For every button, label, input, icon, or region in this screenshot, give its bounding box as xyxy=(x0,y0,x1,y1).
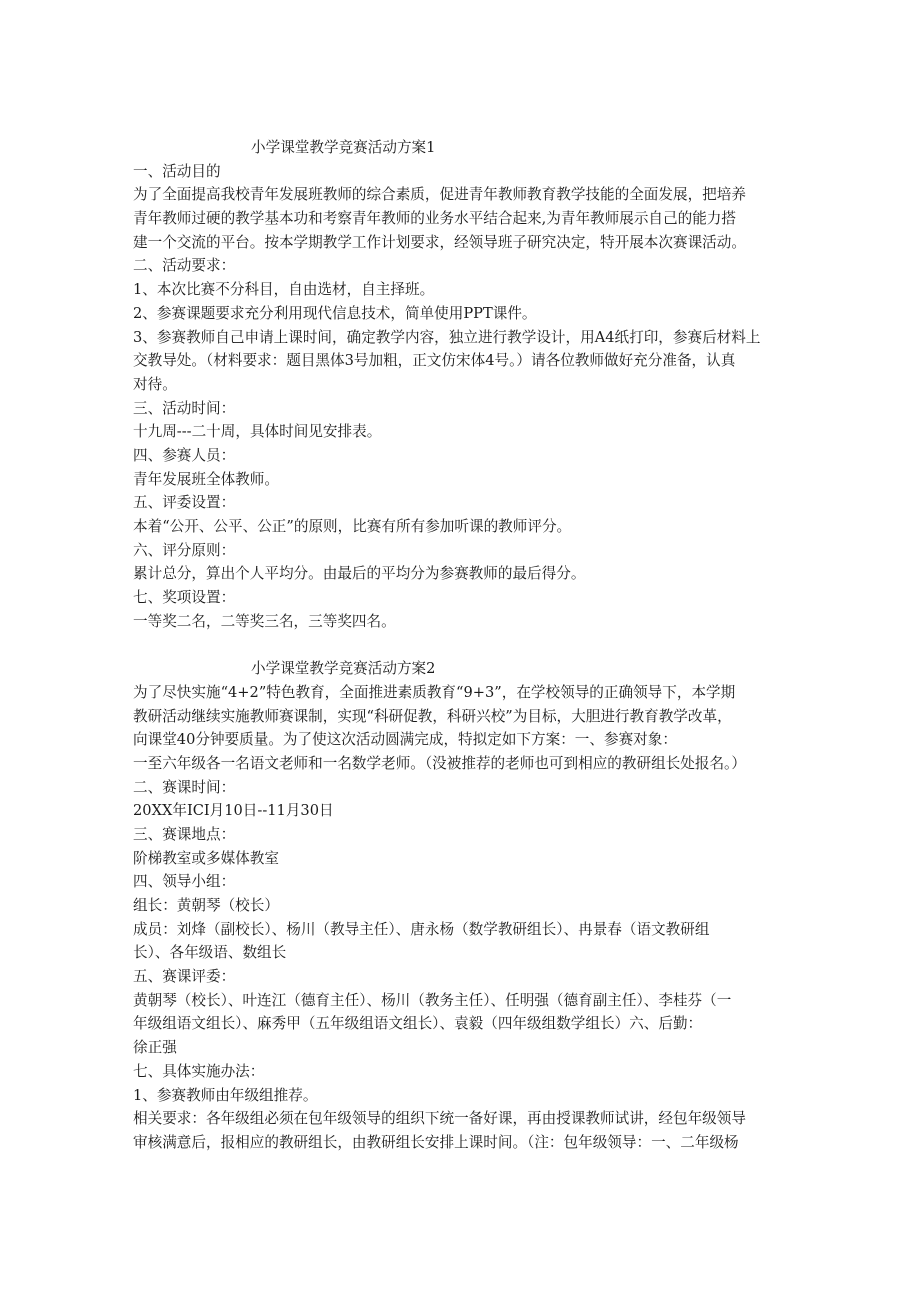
text-line: 七、奖项设置： xyxy=(133,589,236,607)
text-line: 长）、各年级语、数组长 xyxy=(133,944,287,962)
plan1-body xyxy=(133,160,795,634)
text-line: 四、领导小组： xyxy=(133,873,236,891)
text-line: 向课堂40分钟要质量。为了使这次活动圆满完成，特拟定如下方案：一、参赛对象： xyxy=(133,731,677,749)
text-line: 20XX年ICI月10日--11月30日 xyxy=(133,802,334,820)
text-line: 为了全面提高我校青年发展班教师的综合素质，促进青年教师教育教学技能的全面发展，把培养 xyxy=(133,186,746,204)
text-line: 三、赛课地点： xyxy=(133,825,236,843)
text-line: 年级组语文组长）、麻秀甲（五年级组语文组长）、袁毅（四年级组数学组长）六、后勤： xyxy=(133,1015,703,1033)
text-line: 为了尽快实施“4+2”特色教育，全面推进素质教育“9+3”，在学校领导的正确领导下，本学期 xyxy=(133,683,736,701)
text-line: 黄朝琴（校长）、叶连江（德育主任）、杨川（教务主任）、任明强（德育副主任）、李桂芬（一 xyxy=(133,991,732,1009)
text-line: 审核满意后，报相应的教研组长，由教研组长安排上课时间。（注：包年级领导：一、二年级杨 xyxy=(133,1133,739,1151)
text-line: 2、参赛课题要求充分利用现代信息技术，简单使用PPT课件。 xyxy=(133,304,537,322)
text-line: 二、活动要求： xyxy=(133,257,236,275)
text-line: 教研活动继续实施教师赛课制，实现“科研促教，科研兴校”为目标，大胆进行教育教学改革， xyxy=(133,707,732,725)
text-line: 五、评委设置： xyxy=(133,494,236,512)
text-line: 五、赛课评委： xyxy=(133,968,236,986)
plan2-title: 小学课堂教学竞赛活动方案2 xyxy=(251,660,436,678)
text-line: 六、评分原则： xyxy=(133,541,236,559)
text-line: 四、参赛人员： xyxy=(133,446,236,464)
text-line: 十九周---二十周，具体时间见安排表。 xyxy=(133,423,382,441)
text-line: 三、活动时间： xyxy=(133,399,236,417)
text-line: 一至六年级各一名语文老师和一名数学老师。（没被推荐的老师也可到相应的教研组长处报名。） xyxy=(133,754,746,772)
text-line: 一、活动目的 xyxy=(133,162,221,180)
text-line: 1、本次比赛不分科目，自由选材，自主择班。 xyxy=(133,281,435,299)
plan1-title: 小学课堂教学竞赛活动方案1 xyxy=(251,139,436,156)
text-line: 累计总分，算出个人平均分。由最后的平均分为参赛教师的最后得分。 xyxy=(133,565,586,583)
text-line: 相关要求：各年级组必须在包年级领导的组织下统一备好课，再由授课教师试讲，经包年级领导 xyxy=(133,1110,746,1128)
text-line: 对待。 xyxy=(133,375,177,393)
text-line: 组长：黄朝琴（校长） xyxy=(133,897,279,914)
text-line: 3、参赛教师自己申请上课时间，确定教学内容，独立进行教学设计，用A4纸打印，参赛后材料上 xyxy=(133,328,761,346)
text-line: 本着“公开、公平、公正”的原则，比赛有所有参加听课的教师评分。 xyxy=(133,518,572,535)
text-line: 成员：刘烽（副校长）、杨川（教导主任）、唐永杨（数学教研组长）、冉景春（语文教研组 xyxy=(133,920,710,938)
text-line: 青年发展班全体教师。 xyxy=(133,470,279,488)
text-line: 建一个交流的平台。按本学期教学工作计划要求，经领导班子研究决定，特开展本次赛课活动。 xyxy=(133,233,746,251)
text-line: 七、具体实施办法： xyxy=(133,1062,265,1080)
plan2-body xyxy=(133,681,795,1155)
text-line: 交教导处。（材料要求：题目黑体3号加粗，正文仿宋体4号。）请各位教师做好充分准备，认真 xyxy=(133,352,736,370)
text-line: 徐正强 xyxy=(133,1039,177,1057)
text-line: 1、参赛教师由年级组推荐。 xyxy=(133,1086,318,1104)
text-line: 阶梯教室或多媒体教室 xyxy=(133,849,279,867)
text-line: 一等奖二名，二等奖三名，三等奖四名。 xyxy=(133,612,396,630)
section-gap xyxy=(133,633,795,657)
text-line: 二、赛课时间： xyxy=(133,778,236,796)
document-page xyxy=(133,136,795,1155)
text-line: 青年教师过硬的教学基本功和考察青年教师的业务水平结合起来,为青年教师展示自己的能力搭 xyxy=(133,210,736,228)
